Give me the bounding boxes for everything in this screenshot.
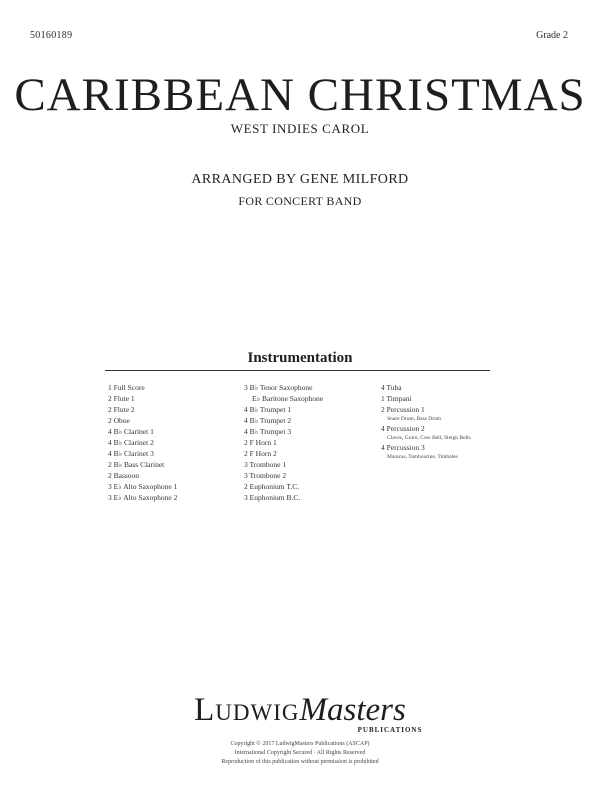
logo-wordmark bbox=[0, 692, 600, 728]
instrument-part: 2 Oboe bbox=[108, 416, 130, 425]
instrumentation-heading: Instrumentation bbox=[247, 350, 353, 366]
instrument-part: 3 Trombone 1 bbox=[244, 460, 287, 469]
instrument-part: 4 B♭ Trumpet 3 bbox=[244, 427, 292, 436]
subtitle: WEST INDIES CAROL bbox=[230, 121, 370, 136]
instrument-part: 2 Flute 1 bbox=[108, 394, 135, 403]
instrument-part: 2 B♭ Bass Clarinet bbox=[108, 460, 165, 469]
instrument-part: 2 F Horn 2 bbox=[244, 449, 277, 458]
instrument-part: 3 E♭ Alto Saxophone 2 bbox=[108, 493, 178, 502]
instrument-part: 4 Tuba bbox=[381, 383, 402, 392]
instrument-part: 1 Timpani bbox=[381, 394, 412, 403]
instrument-part: E♭ Baritone Saxophone bbox=[252, 394, 324, 403]
instrument-part: 4 B♭ Clarinet 2 bbox=[108, 438, 154, 447]
instrument-part: 2 Flute 2 bbox=[108, 405, 135, 414]
copyright-line: Reproduction of this publication without permission is prohibited bbox=[221, 759, 379, 765]
arranger-credit: ARRANGED BY GENE MILFORD bbox=[191, 172, 409, 187]
instrumentation-column-1 bbox=[108, 382, 238, 503]
catalog-number: 50160189 bbox=[30, 30, 73, 41]
grade-level: Grade 2 bbox=[536, 30, 568, 41]
instrument-part: 4 B♭ Clarinet 1 bbox=[108, 427, 154, 436]
instrument-part-note: Maracas, Tambourine, Timbales bbox=[387, 454, 458, 460]
ensemble-type: FOR CONCERT BAND bbox=[238, 194, 362, 208]
instrument-part: 3 B♭ Tenor Saxophone bbox=[244, 383, 313, 392]
instrumentation-column-3 bbox=[381, 382, 511, 461]
heading-divider bbox=[105, 370, 490, 371]
logo-word-ludwig: Ludwig bbox=[194, 692, 300, 728]
instrument-part: 2 F Horn 1 bbox=[244, 438, 277, 447]
instrument-part: 2 Bassoon bbox=[108, 471, 140, 480]
instrument-part: 3 Trombone 2 bbox=[244, 471, 287, 480]
instrument-part-note: Claves, Guiro, Cow Bell, Sleigh Bells bbox=[387, 435, 471, 441]
instrument-part: 1 Full Score bbox=[108, 383, 145, 392]
instrument-part: 4 B♭ Trumpet 2 bbox=[244, 416, 292, 425]
copyright-line: International Copyright Secured · All Rights Reserved bbox=[234, 750, 366, 756]
instrument-part: 3 E♭ Alto Saxophone 1 bbox=[108, 482, 178, 491]
logo-publications: PUBLICATIONS bbox=[357, 726, 423, 734]
instrument-part: 2 Percussion 1 bbox=[381, 405, 425, 414]
instrument-part: 4 Percussion 2 bbox=[381, 424, 425, 433]
instrument-part: 4 B♭ Trumpet 1 bbox=[244, 405, 292, 414]
instrument-part-note: Snare Drum, Bass Drum bbox=[387, 416, 442, 422]
instrument-part: 4 Percussion 3 bbox=[381, 443, 425, 452]
copyright-line: Copyright © 2017 LudwigMasters Publications (ASCAP) bbox=[230, 741, 370, 747]
instrument-part: 4 B♭ Clarinet 3 bbox=[108, 449, 154, 458]
instrument-part: 2 Euphonium T.C. bbox=[244, 482, 300, 491]
instrument-part: 3 Euphonium B.C. bbox=[244, 493, 301, 502]
copyright-notice bbox=[0, 740, 600, 767]
publisher-logo bbox=[0, 692, 600, 734]
logo-word-masters: Masters bbox=[299, 692, 406, 728]
page-title: CARIBBEAN CHRISTMAS bbox=[14, 69, 586, 121]
instrumentation-column-2 bbox=[244, 382, 374, 503]
